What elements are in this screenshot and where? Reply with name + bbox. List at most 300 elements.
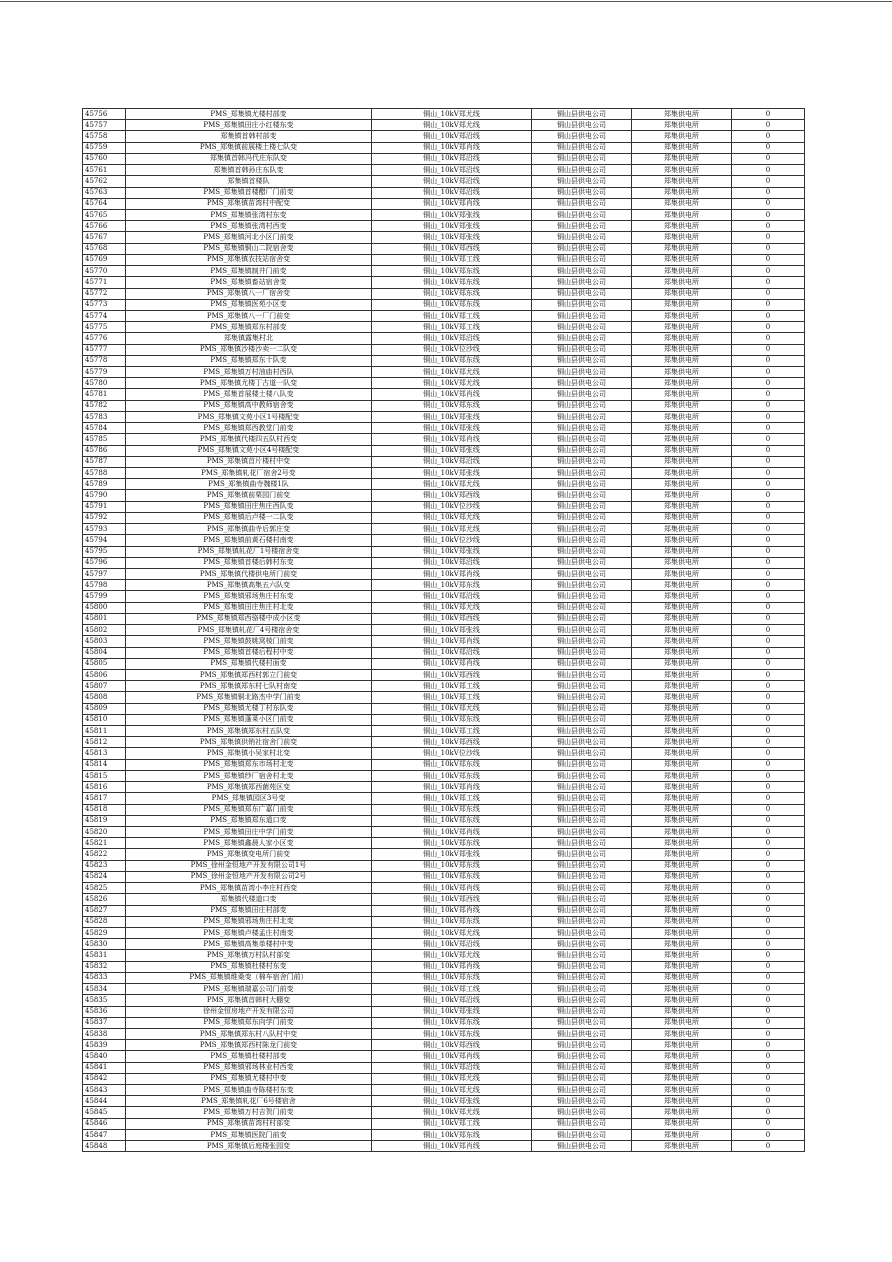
cell-name: PMS_郑集镇瑞嘉公司门前变 bbox=[126, 984, 372, 995]
cell-line: 铜山_10kV郑尤线 bbox=[372, 703, 532, 714]
cell-id: 45819 bbox=[83, 815, 126, 826]
cell-company: 铜山县供电公司 bbox=[532, 221, 632, 232]
table-row bbox=[83, 658, 805, 669]
cell-id: 45772 bbox=[83, 288, 126, 299]
table-row bbox=[83, 221, 805, 232]
cell-name: PMS_郑集镇代楼四五队村西变 bbox=[126, 434, 372, 445]
table-row bbox=[83, 860, 805, 871]
cell-company: 铜山县供电公司 bbox=[532, 726, 632, 737]
cell-company: 铜山县供电公司 bbox=[532, 120, 632, 131]
cell-value: 0 bbox=[732, 871, 805, 882]
cell-id: 45826 bbox=[83, 894, 126, 905]
cell-station: 郑集供电所 bbox=[632, 400, 732, 411]
cell-value: 0 bbox=[732, 153, 805, 164]
cell-line: 铜山_10kV郑东线 bbox=[372, 714, 532, 725]
cell-station: 郑集供电所 bbox=[632, 770, 732, 781]
cell-company: 铜山县供电公司 bbox=[532, 512, 632, 523]
table-row bbox=[83, 277, 805, 288]
table-row bbox=[83, 165, 805, 176]
cell-station: 郑集供电所 bbox=[632, 411, 732, 422]
cell-name: PMS_郑集镇轧花厂6号楼宿舍 bbox=[126, 1096, 372, 1107]
cell-line: 铜山_10kV郑肖线 bbox=[372, 827, 532, 838]
cell-id: 45836 bbox=[83, 1006, 126, 1017]
table-row bbox=[83, 647, 805, 658]
table-row bbox=[83, 445, 805, 456]
cell-station: 郑集供电所 bbox=[632, 591, 732, 602]
cell-station: 郑集供电所 bbox=[632, 445, 732, 456]
cell-id: 45835 bbox=[83, 995, 126, 1006]
cell-id: 45809 bbox=[83, 703, 126, 714]
cell-id: 45756 bbox=[83, 109, 126, 120]
cell-company: 铜山县供电公司 bbox=[532, 1096, 632, 1107]
cell-id: 45775 bbox=[83, 322, 126, 333]
cell-name: PMS_郑集镇前栗园门前变 bbox=[126, 490, 372, 501]
cell-station: 郑集供电所 bbox=[632, 894, 732, 905]
cell-id: 45779 bbox=[83, 367, 126, 378]
cell-id: 45783 bbox=[83, 411, 126, 422]
cell-id: 45777 bbox=[83, 344, 126, 355]
cell-line: 铜山_10kV郑肖线 bbox=[372, 636, 532, 647]
cell-company: 铜山县供电公司 bbox=[532, 995, 632, 1006]
cell-id: 45786 bbox=[83, 445, 126, 456]
cell-station: 郑集供电所 bbox=[632, 501, 732, 512]
cell-name: PMS_郑集镇尤楼村部变 bbox=[126, 109, 372, 120]
cell-station: 郑集供电所 bbox=[632, 1129, 732, 1140]
cell-company: 铜山县供电公司 bbox=[532, 355, 632, 366]
cell-value: 0 bbox=[732, 916, 805, 927]
cell-name: PMS_郑集镇邪场焦庄村东变 bbox=[126, 591, 372, 602]
cell-line: 铜山_10kV郑东线 bbox=[372, 770, 532, 781]
cell-station: 郑集供电所 bbox=[632, 726, 732, 737]
cell-id: 45765 bbox=[83, 209, 126, 220]
cell-value: 0 bbox=[732, 512, 805, 523]
cell-line: 铜山_10kV郑沿线 bbox=[372, 939, 532, 950]
cell-line: 铜山_10kV郑张线 bbox=[372, 232, 532, 243]
cell-company: 铜山县供电公司 bbox=[532, 198, 632, 209]
cell-station: 郑集供电所 bbox=[632, 658, 732, 669]
cell-line: 铜山_10kV郑沿线 bbox=[372, 647, 532, 658]
table-row bbox=[83, 1118, 805, 1129]
cell-station: 郑集供电所 bbox=[632, 557, 732, 568]
page-top-border bbox=[0, 1, 892, 2]
cell-company: 铜山县供电公司 bbox=[532, 333, 632, 344]
cell-id: 45824 bbox=[83, 871, 126, 882]
cell-name: PMS_郑集镇郑西教堂门前变 bbox=[126, 423, 372, 434]
cell-line: 铜山_10kV郑工线 bbox=[372, 254, 532, 265]
cell-company: 铜山县供电公司 bbox=[532, 367, 632, 378]
cell-station: 郑集供电所 bbox=[632, 961, 732, 972]
cell-line: 铜山_10kV郑肖线 bbox=[372, 1051, 532, 1062]
table-row bbox=[83, 456, 805, 467]
cell-name: PMS_郑集镇制井门前变 bbox=[126, 266, 372, 277]
table-row bbox=[83, 591, 805, 602]
table-row bbox=[83, 423, 805, 434]
cell-company: 铜山县供电公司 bbox=[532, 984, 632, 995]
table-row bbox=[83, 827, 805, 838]
cell-id: 45806 bbox=[83, 669, 126, 680]
cell-value: 0 bbox=[732, 692, 805, 703]
cell-name: PMS_郑集镇畜站宿舍变 bbox=[126, 277, 372, 288]
data-table bbox=[82, 108, 805, 1152]
cell-id: 45804 bbox=[83, 647, 126, 658]
cell-name: PMS_郑集首展楼土楼八队变 bbox=[126, 389, 372, 400]
cell-line: 铜山_10kV郑尤线 bbox=[372, 524, 532, 535]
cell-name: PMS_郑集镇后庭楼张园变 bbox=[126, 1141, 372, 1152]
cell-company: 铜山县供电公司 bbox=[532, 378, 632, 389]
cell-value: 0 bbox=[732, 198, 805, 209]
cell-station: 郑集供电所 bbox=[632, 1085, 732, 1096]
cell-name: PMS_郑集镇园区3号变 bbox=[126, 793, 372, 804]
cell-station: 郑集供电所 bbox=[632, 602, 732, 613]
cell-line: 铜山_10kV郑张线 bbox=[372, 209, 532, 220]
cell-company: 铜山县供电公司 bbox=[532, 501, 632, 512]
cell-id: 45814 bbox=[83, 759, 126, 770]
cell-value: 0 bbox=[732, 939, 805, 950]
table-row bbox=[83, 669, 805, 680]
cell-value: 0 bbox=[732, 703, 805, 714]
cell-station: 郑集供电所 bbox=[632, 389, 732, 400]
cell-name: PMS_郑集镇前黄石楼村南变 bbox=[126, 535, 372, 546]
table-row bbox=[83, 972, 805, 983]
cell-company: 铜山县供电公司 bbox=[532, 1129, 632, 1140]
cell-value: 0 bbox=[732, 1118, 805, 1129]
table-row bbox=[83, 894, 805, 905]
cell-value: 0 bbox=[732, 277, 805, 288]
cell-value: 0 bbox=[732, 647, 805, 658]
cell-id: 45762 bbox=[83, 176, 126, 187]
cell-station: 郑集供电所 bbox=[632, 905, 732, 916]
cell-station: 郑集供电所 bbox=[632, 322, 732, 333]
cell-line: 铜山_10kV郑沿线 bbox=[372, 1062, 532, 1073]
cell-station: 郑集供电所 bbox=[632, 995, 732, 1006]
cell-company: 铜山县供电公司 bbox=[532, 1028, 632, 1039]
cell-line: 铜山_10kV郑东线 bbox=[372, 916, 532, 927]
cell-company: 铜山县供电公司 bbox=[532, 131, 632, 142]
cell-line: 铜山_10kV郑东线 bbox=[372, 288, 532, 299]
cell-value: 0 bbox=[732, 625, 805, 636]
cell-line: 铜山_10kV郑西线 bbox=[372, 243, 532, 254]
cell-line: 铜山_10kV郑西线 bbox=[372, 1040, 532, 1051]
cell-name: PMS_郑集镇曲寺陈楼村东变 bbox=[126, 1085, 372, 1096]
cell-station: 郑集供电所 bbox=[632, 950, 732, 961]
cell-name: PMS_郑集镇张湾村西变 bbox=[126, 221, 372, 232]
cell-line: 铜山_10kV位沙线 bbox=[372, 748, 532, 759]
table-row bbox=[83, 120, 805, 131]
table-row bbox=[83, 580, 805, 591]
cell-name: PMS_郑集镇沙楼沙卖一二队变 bbox=[126, 344, 372, 355]
cell-value: 0 bbox=[732, 793, 805, 804]
cell-id: 45760 bbox=[83, 153, 126, 164]
cell-id: 45813 bbox=[83, 748, 126, 759]
table-row bbox=[83, 1073, 805, 1084]
cell-line: 铜山_10kV郑西线 bbox=[372, 737, 532, 748]
cell-value: 0 bbox=[732, 254, 805, 265]
cell-id: 45832 bbox=[83, 961, 126, 972]
cell-name: 郑集镇首韩孙庄东队变 bbox=[126, 165, 372, 176]
cell-line: 铜山_10kV郑工线 bbox=[372, 322, 532, 333]
cell-value: 0 bbox=[732, 669, 805, 680]
cell-name: 徐州金恒房地产开发有限公司 bbox=[126, 1006, 372, 1017]
cell-company: 铜山县供电公司 bbox=[532, 456, 632, 467]
cell-station: 郑集供电所 bbox=[632, 120, 732, 131]
cell-id: 45823 bbox=[83, 860, 126, 871]
table-row bbox=[83, 714, 805, 725]
cell-name: PMS_郑集镇郑西骆楼中成小区变 bbox=[126, 613, 372, 624]
cell-name: PMS_郑集镇农技站宿舍变 bbox=[126, 254, 372, 265]
cell-id: 45787 bbox=[83, 456, 126, 467]
table-row bbox=[83, 1085, 805, 1096]
cell-company: 铜山县供电公司 bbox=[532, 310, 632, 321]
cell-value: 0 bbox=[732, 658, 805, 669]
cell-company: 铜山县供电公司 bbox=[532, 972, 632, 983]
cell-value: 0 bbox=[732, 613, 805, 624]
cell-line: 铜山_10kV郑东线 bbox=[372, 355, 532, 366]
cell-value: 0 bbox=[732, 468, 805, 479]
cell-station: 郑集供电所 bbox=[632, 568, 732, 579]
cell-station: 郑集供电所 bbox=[632, 310, 732, 321]
cell-line: 铜山_10kV郑肖线 bbox=[372, 568, 532, 579]
cell-station: 郑集供电所 bbox=[632, 423, 732, 434]
cell-company: 铜山县供电公司 bbox=[532, 1141, 632, 1152]
cell-line: 铜山_10kV郑尤线 bbox=[372, 927, 532, 938]
cell-value: 0 bbox=[732, 1129, 805, 1140]
cell-value: 0 bbox=[732, 1028, 805, 1039]
cell-name: PMS_郑集镇杜楼村东变 bbox=[126, 961, 372, 972]
cell-value: 0 bbox=[732, 894, 805, 905]
cell-station: 郑集供电所 bbox=[632, 221, 732, 232]
cell-value: 0 bbox=[732, 109, 805, 120]
cell-value: 0 bbox=[732, 288, 805, 299]
cell-company: 铜山县供电公司 bbox=[532, 714, 632, 725]
cell-value: 0 bbox=[732, 535, 805, 546]
table-row bbox=[83, 636, 805, 647]
cell-name: PMS_郑集镇蓬莱小区门前变 bbox=[126, 714, 372, 725]
cell-line: 铜山_10kV郑沿线 bbox=[372, 131, 532, 142]
cell-company: 铜山县供电公司 bbox=[532, 759, 632, 770]
cell-company: 铜山县供电公司 bbox=[532, 871, 632, 882]
cell-company: 铜山县供电公司 bbox=[532, 782, 632, 793]
cell-id: 45764 bbox=[83, 198, 126, 209]
cell-station: 郑集供电所 bbox=[632, 1073, 732, 1084]
cell-id: 45782 bbox=[83, 400, 126, 411]
cell-company: 铜山县供电公司 bbox=[532, 849, 632, 860]
cell-company: 铜山县供电公司 bbox=[532, 299, 632, 310]
cell-name: PMS_郑集镇代楼供电所门前变 bbox=[126, 568, 372, 579]
cell-name: PMS_郑集镇医院门前变 bbox=[126, 1129, 372, 1140]
cell-station: 郑集供电所 bbox=[632, 1107, 732, 1118]
cell-name: PMS_郑集镇万村油庙村西队 bbox=[126, 367, 372, 378]
cell-id: 45773 bbox=[83, 299, 126, 310]
cell-id: 45827 bbox=[83, 905, 126, 916]
table-row bbox=[83, 254, 805, 265]
cell-company: 铜山县供电公司 bbox=[532, 692, 632, 703]
cell-value: 0 bbox=[732, 333, 805, 344]
cell-line: 铜山_10kV郑肖线 bbox=[372, 434, 532, 445]
table-row bbox=[83, 613, 805, 624]
cell-value: 0 bbox=[732, 232, 805, 243]
table-body bbox=[83, 109, 805, 1152]
cell-line: 铜山_10kV郑沿线 bbox=[372, 995, 532, 1006]
cell-name: PMS_郑集镇文苑小区1号楼配变 bbox=[126, 411, 372, 422]
cell-value: 0 bbox=[732, 209, 805, 220]
cell-station: 郑集供电所 bbox=[632, 1051, 732, 1062]
cell-station: 郑集供电所 bbox=[632, 243, 732, 254]
cell-value: 0 bbox=[732, 490, 805, 501]
cell-value: 0 bbox=[732, 1073, 805, 1084]
table-row bbox=[83, 1006, 805, 1017]
cell-name: PMS_郑集镇苗湾小李庄村西变 bbox=[126, 883, 372, 894]
cell-name: PMS_郑集镇苗湾村中配变 bbox=[126, 198, 372, 209]
cell-station: 郑集供电所 bbox=[632, 479, 732, 490]
cell-line: 铜山_10kV郑尤线 bbox=[372, 109, 532, 120]
cell-value: 0 bbox=[732, 580, 805, 591]
cell-station: 郑集供电所 bbox=[632, 1028, 732, 1039]
cell-station: 郑集供电所 bbox=[632, 1118, 732, 1129]
table-row bbox=[83, 400, 805, 411]
cell-name: PMS_郑集镇尤楼丁古道一队变 bbox=[126, 378, 372, 389]
cell-value: 0 bbox=[732, 400, 805, 411]
cell-value: 0 bbox=[732, 355, 805, 366]
cell-id: 45830 bbox=[83, 939, 126, 950]
cell-value: 0 bbox=[732, 378, 805, 389]
table-row bbox=[83, 131, 805, 142]
cell-value: 0 bbox=[732, 681, 805, 692]
cell-station: 郑集供电所 bbox=[632, 804, 732, 815]
cell-id: 45844 bbox=[83, 1096, 126, 1107]
cell-name: PMS_郑集镇后卢楼一二队变 bbox=[126, 512, 372, 523]
cell-name: PMS_郑集镇代楼村面变 bbox=[126, 658, 372, 669]
cell-line: 铜山_10kV郑西线 bbox=[372, 669, 532, 680]
cell-name: PMS_郑集镇郑东村五队变 bbox=[126, 726, 372, 737]
cell-company: 铜山县供电公司 bbox=[532, 344, 632, 355]
cell-station: 郑集供电所 bbox=[632, 647, 732, 658]
cell-value: 0 bbox=[732, 748, 805, 759]
cell-station: 郑集供电所 bbox=[632, 827, 732, 838]
cell-value: 0 bbox=[732, 1141, 805, 1152]
table-row bbox=[83, 905, 805, 916]
cell-id: 45848 bbox=[83, 1141, 126, 1152]
cell-value: 0 bbox=[732, 456, 805, 467]
cell-station: 郑集供电所 bbox=[632, 939, 732, 950]
table-row bbox=[83, 109, 805, 120]
table-row bbox=[83, 692, 805, 703]
cell-name: PMS_郑集镇郑东村八队村中变 bbox=[126, 1028, 372, 1039]
cell-line: 铜山_10kV郑工线 bbox=[372, 681, 532, 692]
table-row bbox=[83, 153, 805, 164]
cell-station: 郑集供电所 bbox=[632, 1096, 732, 1107]
cell-value: 0 bbox=[732, 1096, 805, 1107]
cell-line: 铜山_10kV郑张线 bbox=[372, 411, 532, 422]
cell-id: 45798 bbox=[83, 580, 126, 591]
cell-line: 铜山_10kV郑东线 bbox=[372, 1129, 532, 1140]
cell-name: PMS_郑集镇邪场焦庄村北变 bbox=[126, 916, 372, 927]
cell-station: 郑集供电所 bbox=[632, 613, 732, 624]
cell-station: 郑集供电所 bbox=[632, 512, 732, 523]
cell-station: 郑集供电所 bbox=[632, 344, 732, 355]
cell-id: 45803 bbox=[83, 636, 126, 647]
cell-name: 郑集镇首韩村部变 bbox=[126, 131, 372, 142]
cell-station: 郑集供电所 bbox=[632, 153, 732, 164]
cell-name: PMS_郑集镇卢楼孟庄村南变 bbox=[126, 927, 372, 938]
cell-station: 郑集供电所 bbox=[632, 367, 732, 378]
cell-station: 郑集供电所 bbox=[632, 378, 732, 389]
cell-id: 45802 bbox=[83, 625, 126, 636]
cell-value: 0 bbox=[732, 804, 805, 815]
cell-value: 0 bbox=[732, 726, 805, 737]
cell-company: 铜山县供电公司 bbox=[532, 535, 632, 546]
cell-line: 铜山_10kV郑尤线 bbox=[372, 378, 532, 389]
cell-station: 郑集供电所 bbox=[632, 1141, 732, 1152]
cell-station: 郑集供电所 bbox=[632, 1017, 732, 1028]
cell-line: 铜山_10kV郑东线 bbox=[372, 266, 532, 277]
cell-value: 0 bbox=[732, 1085, 805, 1096]
cell-company: 铜山县供电公司 bbox=[532, 423, 632, 434]
cell-station: 郑集供电所 bbox=[632, 254, 732, 265]
cell-name: PMS_郑集镇高集五六队变 bbox=[126, 580, 372, 591]
cell-station: 郑集供电所 bbox=[632, 546, 732, 557]
cell-id: 45846 bbox=[83, 1118, 126, 1129]
table-row bbox=[83, 681, 805, 692]
cell-value: 0 bbox=[732, 1006, 805, 1017]
cell-id: 45840 bbox=[83, 1051, 126, 1062]
cell-line: 铜山_10kV郑张线 bbox=[372, 1096, 532, 1107]
cell-value: 0 bbox=[732, 972, 805, 983]
table-row bbox=[83, 198, 805, 209]
cell-line: 铜山_10kV郑东线 bbox=[372, 277, 532, 288]
cell-name: PMS_郑集镇曲寺后郭庄变 bbox=[126, 524, 372, 535]
cell-name: PMS_郑集镇河北小区门前变 bbox=[126, 232, 372, 243]
cell-line: 铜山_10kV郑工线 bbox=[372, 726, 532, 737]
cell-name: PMS_郑集镇郑东市场村北变 bbox=[126, 759, 372, 770]
cell-line: 铜山_10kV郑东线 bbox=[372, 804, 532, 815]
cell-line: 铜山_10kV郑西线 bbox=[372, 613, 532, 624]
cell-line: 铜山_10kV郑工线 bbox=[372, 793, 532, 804]
cell-value: 0 bbox=[732, 411, 805, 422]
table-row bbox=[83, 367, 805, 378]
table-row bbox=[83, 389, 805, 400]
cell-name: PMS_郑集镇苗湾村村部变 bbox=[126, 1118, 372, 1129]
cell-name: PMS_郑集镇首韩村大棚变 bbox=[126, 995, 372, 1006]
cell-company: 铜山县供电公司 bbox=[532, 1051, 632, 1062]
cell-value: 0 bbox=[732, 557, 805, 568]
cell-station: 郑集供电所 bbox=[632, 109, 732, 120]
cell-value: 0 bbox=[732, 299, 805, 310]
cell-name: PMS_郑集镇首楼后程村中变 bbox=[126, 647, 372, 658]
cell-line: 铜山_10kV郑工线 bbox=[372, 984, 532, 995]
cell-id: 45797 bbox=[83, 568, 126, 579]
table-row bbox=[83, 737, 805, 748]
cell-company: 铜山县供电公司 bbox=[532, 389, 632, 400]
cell-company: 铜山县供电公司 bbox=[532, 142, 632, 153]
cell-station: 郑集供电所 bbox=[632, 927, 732, 938]
cell-station: 郑集供电所 bbox=[632, 1040, 732, 1051]
cell-company: 铜山县供电公司 bbox=[532, 815, 632, 826]
cell-value: 0 bbox=[732, 120, 805, 131]
table-row bbox=[83, 176, 805, 187]
table-row bbox=[83, 243, 805, 254]
cell-value: 0 bbox=[732, 501, 805, 512]
cell-line: 铜山_10kV郑肖线 bbox=[372, 142, 532, 153]
cell-company: 铜山县供电公司 bbox=[532, 209, 632, 220]
cell-station: 郑集供电所 bbox=[632, 636, 732, 647]
cell-name: PMS_郑集镇铜山二院宿舍变 bbox=[126, 243, 372, 254]
cell-company: 铜山县供电公司 bbox=[532, 266, 632, 277]
cell-id: 45800 bbox=[83, 602, 126, 613]
cell-name: PMS_郑集镇鼓姚窝棱门前变 bbox=[126, 636, 372, 647]
cell-line: 铜山_10kV郑工线 bbox=[372, 692, 532, 703]
cell-station: 郑集供电所 bbox=[632, 198, 732, 209]
cell-station: 郑集供电所 bbox=[632, 703, 732, 714]
